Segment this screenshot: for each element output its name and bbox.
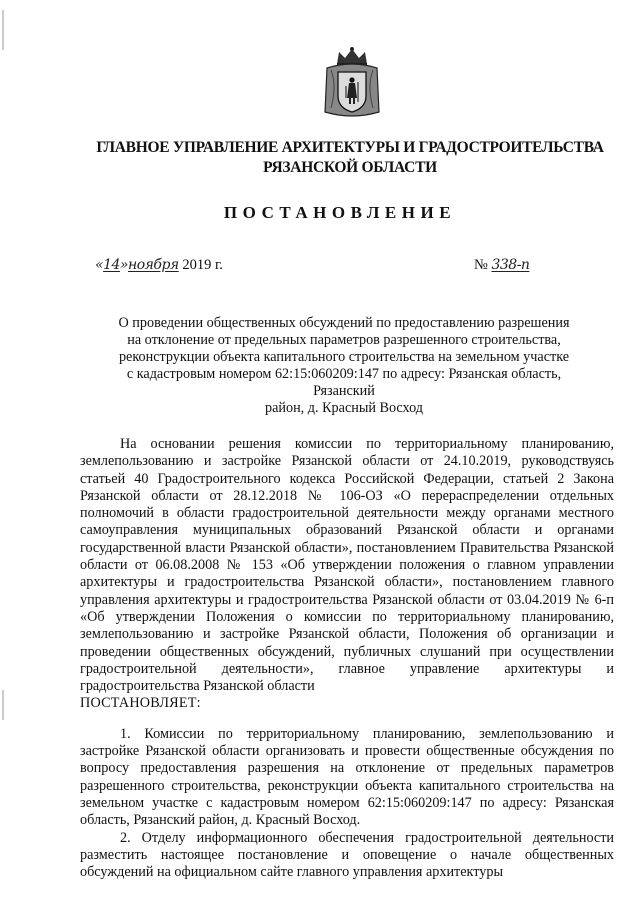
organization-name-line-1: ГЛАВНОЕ УПРАВЛЕНИЕ АРХИТЕКТУРЫ И ГРАДОСТРОИТЕЛЬСТВА [96, 139, 604, 156]
preamble-paragraph: На основании решения комиссии по территориальному планированию, землепользованию и застройке Рязанской области от 24.10.2019, руководствуясь статьей 40 Градостроительного кодекса Российской Федерации, статьей 2 Закона Рязанской области от 28.12.2018 № 106-ОЗ «О перераспределении отдельных полномочий в области градостроительной деятельности между органами местного самоуправления муниципальных образований Рязанской области и органами государственной власти Рязанской области», постановлением Правительства Рязанской области от 06.08.2008 № 153 «Об утверждении положения о главном управлении архитектуры и градостроительства Рязанской области», постановлением главного управления архитектуры и градостроительства Рязанской области от 03.04.2019 № 6-п «Об утверждении Положения о комиссии по территориальному планированию, землепользованию и застройке Рязанской области, Положения об организации и проведении общественных обсуждений, публичных слушаний при осуществлении градостроительной деятельности», главное управление архитектуры и градостроительства Рязанской области [80, 436, 614, 695]
resolves-heading: ПОСТАНОВЛЯЕТ: [80, 695, 201, 712]
subject-line-4: с кадастровым номером 62:15:060209:147 по адресу: Рязанская область, Рязанский [126, 366, 562, 399]
ryazan-coat-of-arms-icon [323, 46, 381, 120]
date-close-quote: » [119, 257, 128, 273]
item-1-paragraph: 1. Комиссии по территориальному планированию, землепользованию и застройке Рязанской области организовать и провести общественные обсуждения по вопросу предоставления разрешения на отклонение от предельных параметров разрешенного строительства, реконструкции объекта капитального строительства на земельном участке с кадастровым номером 62:15:060209:147 по адресу: Рязанская область, Рязанский район, д. Красный Восход. [80, 725, 614, 829]
document-subject [100, 315, 588, 417]
item-2-paragraph: 2. Отделу информационного обеспечения градостроительной деятельности разместить настоящее постановление и оповещение о начале общественных обсуждений на официальном сайте главного управления архитектуры [80, 829, 614, 881]
organization-name-line-2: РЯЗАНСКОЙ ОБЛАСТИ [263, 159, 437, 176]
document-body [80, 436, 614, 881]
subject-line-5: район, д. Красный Восход [265, 400, 423, 416]
number-prefix: № [474, 257, 488, 273]
date-month: ноября [127, 257, 179, 273]
date-day: 14 [103, 257, 120, 273]
subject-line-3: реконструкции объекта капитального строительства на земельном участке [118, 349, 570, 365]
document-date [95, 257, 223, 274]
date-year: 2019 г. [182, 257, 223, 273]
subject-line-2: на отклонение от предельных параметров разрешенного строительства, [127, 332, 561, 348]
scan-margin-mark [2, 690, 4, 720]
document-type-title: ПОСТАНОВЛЕНИЕ [223, 203, 457, 222]
scan-margin-mark [2, 10, 4, 50]
number-value: 338-п [491, 257, 530, 273]
organization-name [60, 138, 640, 178]
subject-line-1: О проведении общественных обсуждений по предоставлению разрешения [118, 315, 570, 331]
date-open-quote: « [95, 257, 104, 273]
document-number [474, 257, 529, 274]
